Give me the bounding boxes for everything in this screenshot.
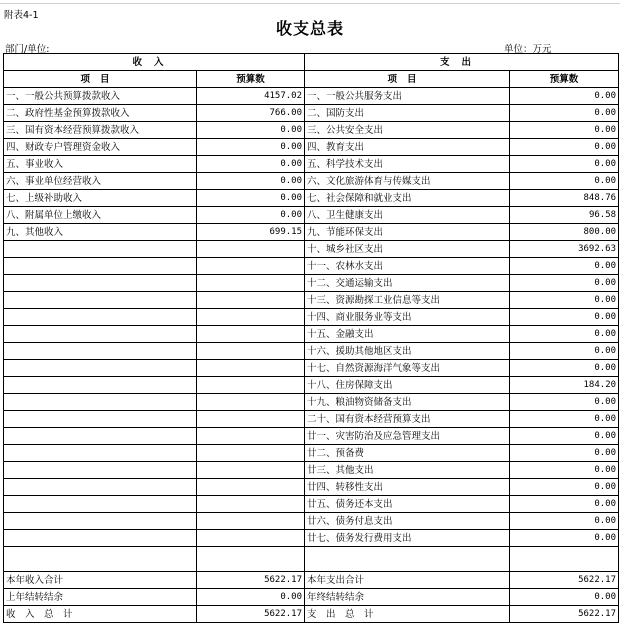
income-item-cell: 一、一般公共预算拨款收入 [4,88,197,105]
income-item-cell: 三、国有资本经营预算拨款收入 [4,122,197,139]
expense-amount-cell: 848.76 [510,190,619,207]
income-item-cell [4,343,197,360]
expense-item-cell: 六、文化旅游体育与传媒支出 [305,173,510,190]
income-item-cell [4,394,197,411]
income-amount-cell [197,394,305,411]
expense-item-cell: 二、国防支出 [305,105,510,122]
income-amount-cell: 5622.17 [197,572,305,589]
income-amount-cell [197,343,305,360]
income-item-cell: 收 入 总 计 [4,606,197,623]
expense-item-header: 项目 [305,71,510,88]
expense-item-cell: 十六、援助其他地区支出 [305,343,510,360]
expense-item-cell: 十八、住房保障支出 [305,377,510,394]
income-amount-cell [197,292,305,309]
expense-amount-cell: 0.00 [510,275,619,292]
income-amount-cell [197,428,305,445]
expense-item-cell: 十、城乡社区支出 [305,241,510,258]
income-amount-cell: 5622.17 [197,606,305,623]
table-row [4,394,619,411]
expense-item-cell: 十一、农林水支出 [305,258,510,275]
income-item-cell [4,309,197,326]
table-row [4,479,619,496]
expense-amount-cell: 0.00 [510,326,619,343]
income-item-cell: 上年结转结余 [4,589,197,606]
table-row [4,496,619,513]
income-item-cell [4,445,197,462]
income-amount-cell [197,479,305,496]
expense-item-cell: 廿六、债务付息支出 [305,513,510,530]
total-row [4,572,619,589]
income-item-cell: 七、上级补助收入 [4,190,197,207]
income-item-cell [4,241,197,258]
income-amount-cell: 0.00 [197,156,305,173]
table-row [4,173,619,190]
expense-item-cell: 本年支出合计 [305,572,510,589]
income-amount-cell [197,309,305,326]
income-section-header: 收入 [4,54,305,71]
income-amount-cell [197,462,305,479]
expense-amount-cell: 0.00 [510,122,619,139]
sheet-top-gridline [0,0,620,4]
table-row [4,258,619,275]
income-amount-cell: 699.15 [197,224,305,241]
income-item-cell [4,292,197,309]
expense-item-cell: 支 出 总 计 [305,606,510,623]
expense-amount-cell: 0.00 [510,445,619,462]
income-item-cell [4,513,197,530]
expense-item-cell: 十五、金融支出 [305,326,510,343]
income-item-cell [4,479,197,496]
income-item-cell [4,360,197,377]
expense-amount-cell: 5622.17 [510,606,619,623]
expense-amount-cell: 800.00 [510,224,619,241]
expense-amount-cell: 0.00 [510,309,619,326]
table-row [4,275,619,292]
table-row [4,428,619,445]
table-row [4,445,619,462]
department-label: 部门/单位: [5,44,50,55]
income-item-cell: 本年收入合计 [4,572,197,589]
table-row [4,292,619,309]
page-title: 收支总表 [275,19,344,38]
expense-item-cell: 九、节能环保支出 [305,224,510,241]
income-amount-cell [197,360,305,377]
section-header-row [4,54,619,71]
expense-item-cell: 十九、粮油物资储备支出 [305,394,510,411]
expense-amount-cell: 3692.63 [510,241,619,258]
income-item-cell: 二、政府性基金预算拨款收入 [4,105,197,122]
expense-item-cell: 四、教育支出 [305,139,510,156]
expense-amount-cell: 0.00 [510,88,619,105]
expense-amount-cell: 5622.17 [510,572,619,589]
expense-amount-cell: 0.00 [510,496,619,513]
income-amount-cell [197,411,305,428]
income-item-cell [4,411,197,428]
income-amount-cell [197,326,305,343]
expense-amount-cell: 0.00 [510,530,619,547]
income-item-cell [4,275,197,292]
expense-amount-cell: 0.00 [510,479,619,496]
blank-cell [4,547,197,572]
table-row [4,105,619,122]
expense-amount-cell: 0.00 [510,139,619,156]
expense-item-cell: 廿七、债务发行费用支出 [305,530,510,547]
income-amount-cell: 0.00 [197,122,305,139]
column-header-row [4,71,619,88]
expense-amount-cell: 0.00 [510,513,619,530]
expense-item-cell: 廿一、灾害防治及应急管理支出 [305,428,510,445]
income-amount-cell [197,258,305,275]
table-row [4,88,619,105]
income-item-cell [4,496,197,513]
income-amount-cell [197,275,305,292]
expense-item-cell: 十七、自然资源海洋气象等支出 [305,360,510,377]
table-row [4,139,619,156]
expense-amount-cell: 0.00 [510,173,619,190]
expense-item-cell: 三、公共安全支出 [305,122,510,139]
expense-amount-cell: 96.58 [510,207,619,224]
income-expense-summary-table [3,53,619,623]
income-item-cell [4,530,197,547]
income-amount-cell [197,445,305,462]
table-row [4,513,619,530]
income-amount-cell: 0.00 [197,589,305,606]
table-row [4,360,619,377]
table-row [4,411,619,428]
table-row [4,190,619,207]
expense-item-cell: 廿四、转移性支出 [305,479,510,496]
income-item-cell: 五、事业收入 [4,156,197,173]
expense-section-header: 支出 [305,54,619,71]
expense-item-cell: 十三、资源勘探工业信息等支出 [305,292,510,309]
income-item-cell: 四、财政专户管理资金收入 [4,139,197,156]
expense-item-cell: 十四、商业服务业等支出 [305,309,510,326]
income-amount-header: 预算数 [197,71,305,88]
income-amount-cell [197,513,305,530]
blank-cell [510,547,619,572]
expense-amount-cell: 0.00 [510,343,619,360]
income-item-cell [4,258,197,275]
income-amount-cell: 0.00 [197,207,305,224]
expense-item-cell: 一、一般公共服务支出 [305,88,510,105]
unit-label: 单位：万元 [504,44,552,55]
expense-item-cell: 廿五、债务还本支出 [305,496,510,513]
income-amount-cell [197,496,305,513]
table-row [4,343,619,360]
table-row [4,377,619,394]
expense-item-cell: 廿三、其他支出 [305,462,510,479]
expense-amount-cell: 0.00 [510,156,619,173]
income-amount-cell: 0.00 [197,190,305,207]
blank-cell [197,547,305,572]
summary-table-container [3,53,618,623]
expense-item-cell: 七、社会保障和就业支出 [305,190,510,207]
expense-amount-cell: 0.00 [510,394,619,411]
table-row [4,326,619,343]
income-item-header: 项目 [4,71,197,88]
expense-amount-header: 预算数 [510,71,619,88]
expense-amount-cell: 0.00 [510,258,619,275]
blank-cell [305,547,510,572]
table-row [4,309,619,326]
table-row [4,156,619,173]
table-row [4,462,619,479]
income-item-cell [4,428,197,445]
expense-item-cell: 十二、交通运输支出 [305,275,510,292]
table-row [4,224,619,241]
income-item-cell [4,326,197,343]
income-amount-cell: 4157.02 [197,88,305,105]
income-item-cell [4,462,197,479]
income-item-cell [4,377,197,394]
expense-amount-cell: 0.00 [510,360,619,377]
expense-item-cell: 年终结转结余 [305,589,510,606]
expense-amount-cell: 0.00 [510,462,619,479]
income-amount-cell: 0.00 [197,139,305,156]
income-item-cell: 六、事业单位经营收入 [4,173,197,190]
annex-label: 附表4-1 [4,10,39,21]
expense-amount-cell: 0.00 [510,589,619,606]
income-amount-cell: 766.00 [197,105,305,122]
total-row [4,589,619,606]
income-amount-cell [197,530,305,547]
total-row [4,606,619,623]
expense-item-cell: 廿二、预备费 [305,445,510,462]
income-item-cell: 八、附属单位上缴收入 [4,207,197,224]
expense-amount-cell: 0.00 [510,428,619,445]
expense-amount-cell: 0.00 [510,411,619,428]
table-row [4,207,619,224]
income-amount-cell [197,241,305,258]
income-amount-cell [197,377,305,394]
expense-amount-cell: 0.00 [510,105,619,122]
expense-item-cell: 五、科学技术支出 [305,156,510,173]
expense-item-cell: 八、卫生健康支出 [305,207,510,224]
blank-spacer-row [4,547,619,572]
table-row [4,241,619,258]
expense-item-cell: 二十、国有资本经营预算支出 [305,411,510,428]
table-row [4,122,619,139]
income-item-cell: 九、其他收入 [4,224,197,241]
expense-amount-cell: 184.20 [510,377,619,394]
income-amount-cell: 0.00 [197,173,305,190]
expense-amount-cell: 0.00 [510,292,619,309]
table-row [4,530,619,547]
